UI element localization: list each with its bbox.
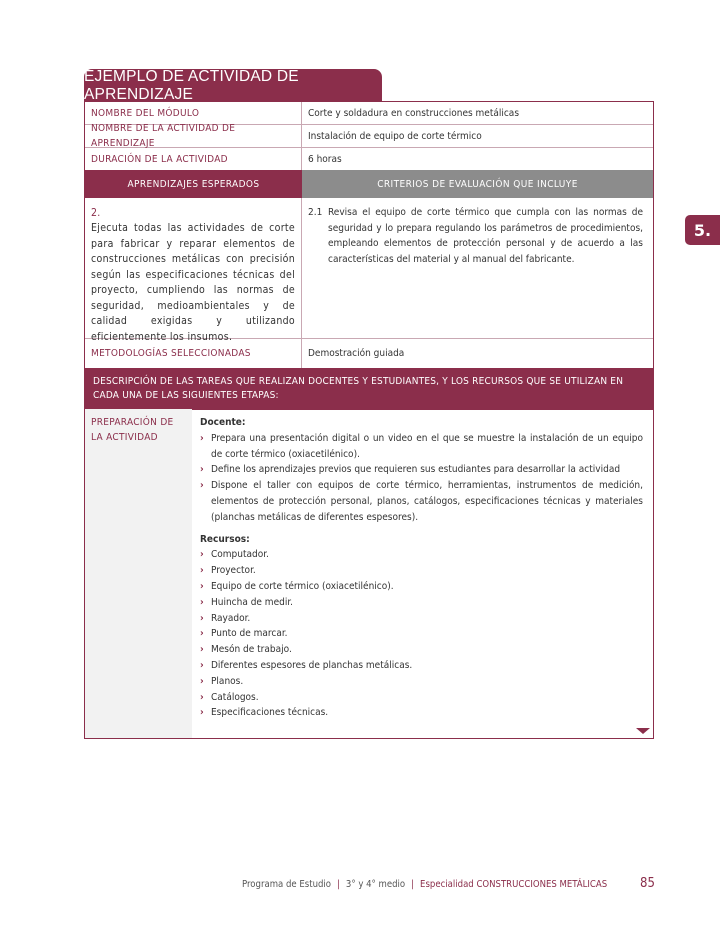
page-number: 85 — [640, 876, 655, 891]
aprendizajes-header: APRENDIZAJES ESPERADOS — [85, 170, 302, 198]
chevron-right-icon: › — [200, 707, 204, 719]
criterion-cell — [302, 198, 653, 338]
chevron-right-icon: › — [200, 432, 204, 444]
resource-item: › Equipo de corte térmico (oxiacetilénico). — [200, 579, 643, 595]
row-activity-name — [85, 125, 653, 148]
row-section-headers — [85, 170, 653, 198]
learning-outcome-cell — [85, 198, 302, 343]
resource-item: › Rayador. — [200, 611, 643, 627]
chevron-right-icon: › — [200, 580, 204, 592]
learning-outcome-text: Ejecuta todas las actividades de corte para fabricar y reparar elementos de construcciones metálicas con precisión según las especificaciones técnicas del proyecto, cumpliendo las normas de seguridad, medioambientales y de calidad exigidas y utilizando eficientemente los insumos. — [91, 222, 295, 343]
activity-name-value: Instalación de equipo de corte térmico — [308, 130, 482, 142]
chevron-right-icon: › — [200, 480, 204, 492]
footer-separator: | — [337, 879, 340, 890]
recursos-title: Recursos: — [200, 533, 250, 545]
methodologies-value: Demostración guiada — [308, 348, 405, 359]
chevron-right-icon: › — [200, 644, 204, 656]
activity-table — [84, 101, 654, 739]
module-value: Corte y soldadura en construcciones metálicas — [308, 107, 520, 119]
docente-item: › Dispone el taller con equipos de corte térmico, herramientas, instrumentos de medición, elementos de protección personal, planos, catálogos, especificaciones técnicas y materiales (planchas metálicas de diferentes espesores). — [200, 478, 643, 525]
chevron-right-icon: › — [200, 691, 204, 703]
stage-content — [192, 409, 653, 738]
resource-item: › Catálogos. — [200, 690, 643, 706]
footer-specialty: Especialidad CONSTRUCCIONES METÁLICAS — [420, 879, 608, 890]
chevron-right-icon: › — [200, 659, 204, 671]
resource-item: › Planos. — [200, 674, 643, 690]
resource-item: › Especificaciones técnicas. — [200, 705, 643, 721]
row-stage-preparation — [85, 409, 653, 738]
resource-item: › Huincha de medir. — [200, 595, 643, 611]
page-footer — [242, 879, 607, 890]
chevron-right-icon: › — [200, 565, 204, 577]
chevron-right-icon: › — [200, 549, 204, 561]
row-learning-outcome — [85, 198, 653, 343]
docente-item: › Define los aprendizajes previos que requieren sus estudiantes para desarrollar la actividad — [200, 462, 643, 478]
resource-item: › Diferentes espesores de planchas metálicas. — [200, 658, 643, 674]
chevron-right-icon: › — [200, 628, 204, 640]
methodologies-label: METODOLOGÍAS SELECCIONADAS — [85, 339, 302, 368]
learning-outcome-number: 2. — [91, 207, 101, 219]
stage-label: PREPARACIÓN DE LA ACTIVIDAD — [85, 409, 192, 738]
module-label: NOMBRE DEL MÓDULO — [85, 102, 302, 124]
criterion-text: Revisa el equipo de corte térmico que cumpla con las normas de seguridad y lo prepara regulando los parámetros de procedimientos, empleando elementos de protección personal y de acuerdo a las características del material y al manual del fabricante. — [328, 207, 643, 265]
criterion-item — [308, 205, 643, 267]
resource-item: › Proyector. — [200, 563, 643, 579]
chevron-right-icon: › — [200, 675, 204, 687]
criterios-header: CRITERIOS DE EVALUACIÓN QUE INCLUYE — [302, 170, 653, 198]
chapter-badge: 5. — [685, 215, 720, 245]
continue-triangle-icon — [636, 728, 650, 734]
row-methodologies — [85, 339, 653, 368]
row-description-header — [85, 368, 653, 409]
footer-separator: | — [411, 879, 415, 890]
footer-level: 3° y 4° medio — [345, 879, 406, 890]
chevron-right-icon: › — [200, 464, 204, 476]
resource-item: › Punto de marcar. — [200, 626, 643, 642]
activity-name-label: NOMBRE DE LA ACTIVIDAD DE APRENDIZAJE — [85, 125, 302, 147]
resource-item: › Computador. — [200, 547, 643, 563]
criterion-number: 2.1 — [308, 207, 323, 218]
row-duration — [85, 148, 653, 170]
duration-label: DURACIÓN DE LA ACTIVIDAD — [85, 148, 302, 170]
docente-title: Docente: — [200, 417, 246, 428]
footer-program: Programa de Estudio — [242, 879, 332, 890]
activity-title-tab: EJEMPLO DE ACTIVIDAD DE APRENDIZAJE — [84, 69, 382, 102]
description-header: DESCRIPCIÓN DE LAS TAREAS QUE REALIZAN DOCENTES Y ESTUDIANTES, Y LOS RECURSOS QUE SE UTILIZAN EN CADA UNA DE LAS SIGUIENTES ETAPAS: — [85, 368, 653, 410]
resource-item: › Mesón de trabajo. — [200, 642, 643, 658]
docente-item: › Prepara una presentación digital o un video en el que se muestre la instalación de un equipo de corte térmico (oxiacetilénico). — [200, 431, 643, 463]
chevron-right-icon: › — [200, 612, 204, 624]
duration-value: 6 horas — [308, 153, 342, 165]
chevron-right-icon: › — [200, 596, 204, 608]
